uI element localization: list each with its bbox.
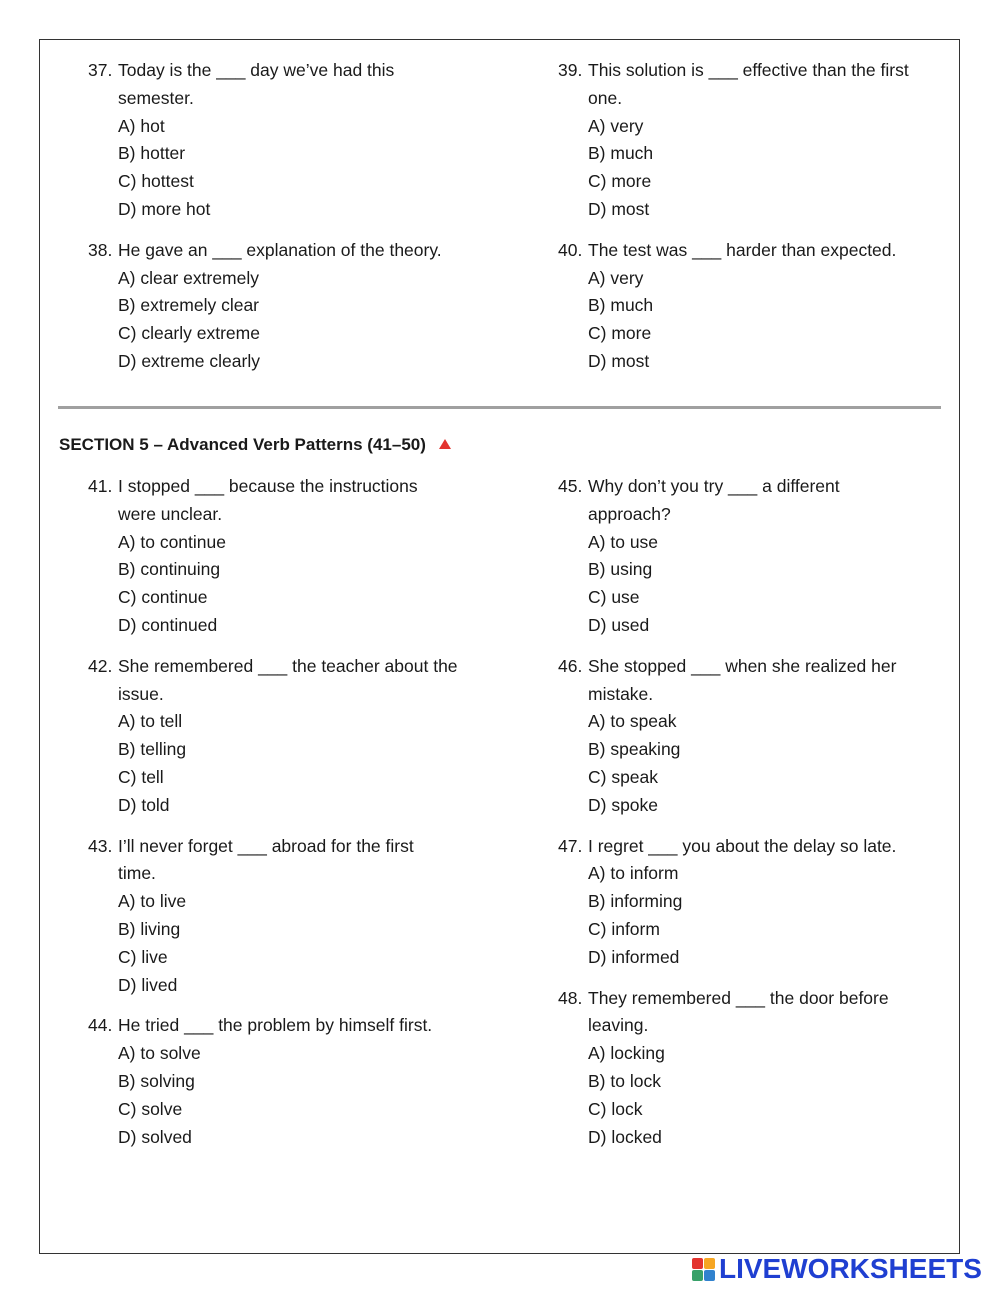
question-46: [558, 653, 943, 820]
question-text: They remembered ___ the door before leaving.: [588, 987, 889, 1036]
section-title: SECTION 5 – Advanced Verb Patterns (41–50): [59, 435, 426, 454]
question-number: 38.: [88, 239, 113, 260]
logo-grid-icon: [692, 1258, 715, 1281]
question-column-right: [558, 473, 943, 1164]
option-d[interactable]: D) continued: [118, 614, 218, 635]
option-d[interactable]: D) spoke: [588, 794, 659, 815]
option-d[interactable]: D) informed: [588, 946, 680, 967]
question-40: [558, 237, 943, 376]
question-text: This solution is ___ effective than the first one.: [588, 60, 909, 108]
option-c[interactable]: C) hottest: [118, 171, 194, 192]
option-d[interactable]: D) told: [118, 794, 170, 815]
option-d[interactable]: D) extreme clearly: [118, 350, 260, 371]
option-b[interactable]: B) informing: [588, 891, 683, 912]
option-c[interactable]: C) solve: [118, 1098, 183, 1119]
question-number: 44.: [88, 1015, 113, 1036]
option-c[interactable]: C) lock: [588, 1098, 643, 1119]
question-text: I regret ___ you about the delay so late.: [588, 835, 897, 856]
question-text: He gave an ___ explanation of the theory.: [118, 239, 442, 260]
option-c[interactable]: C) more: [588, 171, 652, 192]
option-b[interactable]: B) solving: [118, 1070, 195, 1091]
question-text: I’ll never forget ___ abroad for the first time.: [118, 835, 414, 884]
question-column-top-left: [88, 57, 488, 389]
logo-tile-e: [704, 1270, 715, 1281]
option-a[interactable]: A) to solve: [118, 1043, 201, 1064]
logo-tile-l: [692, 1258, 703, 1269]
question-44: [88, 1012, 488, 1151]
question-text: He tried ___ the problem by himself first.: [118, 1015, 433, 1036]
option-a[interactable]: A) very: [588, 267, 644, 288]
option-d[interactable]: D) used: [588, 614, 650, 635]
question-number: 37.: [88, 60, 113, 80]
question-number: 39.: [558, 60, 583, 80]
option-c[interactable]: C) use: [588, 587, 640, 608]
warning-triangle-icon: [439, 439, 451, 449]
question-column-left: [88, 473, 488, 1164]
option-b[interactable]: B) continuing: [118, 559, 221, 580]
question-45: [558, 473, 943, 640]
option-a[interactable]: A) to continue: [118, 531, 226, 552]
option-a[interactable]: A) to speak: [588, 711, 677, 732]
option-a[interactable]: A) very: [588, 115, 644, 136]
option-d[interactable]: D) locked: [588, 1126, 662, 1147]
section-heading: [59, 433, 451, 457]
question-number: 42.: [88, 655, 113, 676]
question-42: [88, 653, 488, 820]
option-a[interactable]: A) hot: [118, 115, 165, 136]
option-c[interactable]: C) live: [118, 946, 168, 967]
question-41: [88, 473, 488, 640]
option-b[interactable]: B) extremely clear: [118, 295, 260, 316]
option-b[interactable]: B) using: [588, 559, 653, 580]
option-b[interactable]: B) to lock: [588, 1070, 661, 1091]
option-c[interactable]: C) inform: [588, 918, 660, 939]
section-divider: [58, 406, 941, 409]
question-48: [558, 985, 943, 1152]
option-b[interactable]: B) much: [588, 295, 654, 316]
option-b[interactable]: B) telling: [118, 739, 187, 760]
question-text: I stopped ___ because the instructions were unclear.: [118, 476, 418, 524]
option-c[interactable]: C) more: [588, 323, 652, 344]
question-text: The test was ___ harder than expected.: [588, 239, 897, 260]
option-b[interactable]: B) living: [118, 918, 181, 939]
question-number: 45.: [558, 476, 583, 496]
logo-tile-i: [704, 1258, 715, 1269]
option-a[interactable]: A) to tell: [118, 711, 183, 732]
option-b[interactable]: B) much: [588, 143, 654, 164]
option-d[interactable]: D) more hot: [118, 198, 211, 219]
question-number: 40.: [558, 239, 583, 260]
option-a[interactable]: A) clear extremely: [118, 267, 260, 288]
option-c[interactable]: C) speak: [588, 766, 659, 787]
option-a[interactable]: A) to inform: [588, 863, 679, 884]
liveworksheets-logo[interactable]: [692, 1254, 982, 1284]
option-c[interactable]: C) continue: [118, 587, 208, 608]
question-37: [88, 57, 488, 224]
option-c[interactable]: C) clearly extreme: [118, 323, 260, 344]
logo-tile-v: [692, 1270, 703, 1281]
option-a[interactable]: A) to use: [588, 531, 659, 552]
question-text: Today is the ___ day we’ve had this semester.: [118, 60, 395, 108]
question-column-top-right: [558, 57, 943, 389]
question-43: [88, 833, 488, 1000]
option-c[interactable]: C) tell: [118, 766, 164, 787]
question-38: [88, 237, 488, 376]
option-d[interactable]: D) lived: [118, 974, 178, 995]
question-number: 46.: [558, 655, 583, 676]
question-number: 48.: [558, 987, 583, 1008]
option-b[interactable]: B) speaking: [588, 739, 681, 760]
option-d[interactable]: D) most: [588, 350, 650, 371]
option-d[interactable]: D) most: [588, 198, 650, 219]
question-number: 41.: [88, 476, 113, 496]
option-b[interactable]: B) hotter: [118, 143, 186, 164]
option-a[interactable]: A) to live: [118, 891, 187, 912]
question-number: 43.: [88, 835, 113, 856]
option-d[interactable]: D) solved: [118, 1126, 192, 1147]
question-39: [558, 57, 943, 224]
question-47: [558, 833, 943, 972]
question-text: Why don’t you try ___ a different approach?: [588, 476, 840, 524]
question-text: She remembered ___ the teacher about the issue.: [118, 655, 458, 704]
option-a[interactable]: A) locking: [588, 1043, 665, 1064]
brand-name: LIVEWORKSHEETS: [719, 1253, 982, 1284]
question-text: She stopped ___ when she realized her mistake.: [588, 655, 897, 704]
question-number: 47.: [558, 835, 583, 856]
